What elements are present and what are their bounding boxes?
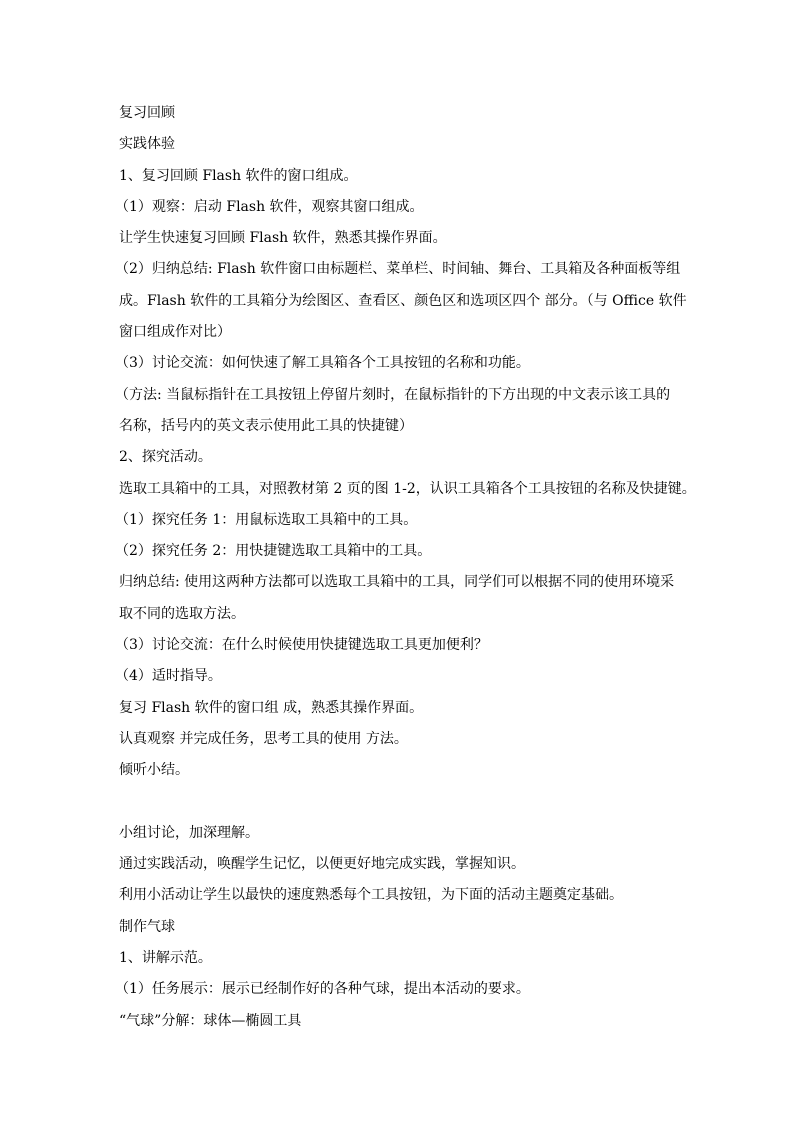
- paragraph-line: （1）探究任务 1：用鼠标选取工具箱中的工具。: [115, 511, 418, 528]
- paragraph-line: 利用小活动让学生以最快的速度熟悉每个工具按钮，为下面的活动主题奠定基础。: [119, 887, 623, 904]
- paragraph-line: （方法: 当鼠标指针在工具按钮上停留片刻时，在鼠标指针的下方出现的中文表示该工具的: [115, 386, 671, 403]
- paragraph-line: 1、复习回顾 Flash 软件的窗口组成。: [119, 167, 358, 184]
- paragraph-line: 1、讲解示范。: [119, 950, 212, 967]
- document-body: [115, 98, 696, 1037]
- paragraph-line: （1）观察：启动 Flash 软件，观察其窗口组成。: [115, 198, 424, 215]
- paragraph-line: 让学生快速复习回顾 Flash 软件，熟悉其操作界面。: [119, 230, 447, 247]
- paragraph-line: 名称，括号内的英文表示使用此工具的快捷键）: [119, 417, 413, 434]
- paragraph-line: （3）讨论交流：如何快速了解工具箱各个工具按钮的名称和功能。: [115, 355, 530, 372]
- paragraph-line: 通过实践活动，唤醒学生记忆，以便更好地完成实践，掌握知识。: [119, 856, 525, 873]
- paragraph-line: （1）任务展示：展示已经制作好的各种气球，提出本活动的要求。: [115, 981, 530, 998]
- paragraph-line: “气球”分解：球体—椭圆工具: [119, 1012, 302, 1029]
- paragraph-line: 归纳总结: 使用这两种方法都可以选取工具箱中的工具，同学们可以根据不同的使用环境采: [119, 574, 675, 591]
- paragraph-line: （2）归纳总结: Flash 软件窗口由标题栏、菜单栏、时间轴、舞台、工具箱及各种面板等组: [115, 261, 681, 278]
- section-heading-balloon: 制作气球: [119, 918, 175, 935]
- paragraph-line: 认真观察 并完成任务，思考工具的使用 方法。: [119, 730, 408, 747]
- paragraph-line: 窗口组成作对比）: [119, 324, 231, 341]
- section-heading-practice: 实践体验: [119, 136, 175, 153]
- blank-line: [119, 787, 689, 818]
- paragraph-line: （4）适时指导。: [115, 668, 222, 685]
- paragraph-line: （2）探究任务 2：用快捷键选取工具箱中的工具。: [115, 543, 432, 560]
- paragraph-line: 成。Flash 软件的工具箱分为绘图区、查看区、颜色区和选项区四个 部分。（与 Office 软件: [119, 292, 687, 309]
- paragraph-line: 取不同的选取方法。: [119, 605, 245, 622]
- paragraph-line: 选取工具箱中的工具，对照教材第 2 页的图 1-2，认识工具箱各个工具按钮的名称及快捷键。: [119, 480, 696, 497]
- paragraph-line: （3）讨论交流：在什么时候使用快捷键选取工具更加便利？: [115, 637, 488, 654]
- paragraph-line: 2、探究活动。: [119, 449, 212, 466]
- paragraph-line: 小组讨论，加深理解。: [119, 824, 259, 841]
- section-heading-review: 复习回顾: [119, 105, 175, 121]
- paragraph-line: 复习 Flash 软件的窗口组 成，熟悉其操作界面。: [119, 699, 424, 716]
- paragraph-line: 倾听小结。: [119, 762, 189, 779]
